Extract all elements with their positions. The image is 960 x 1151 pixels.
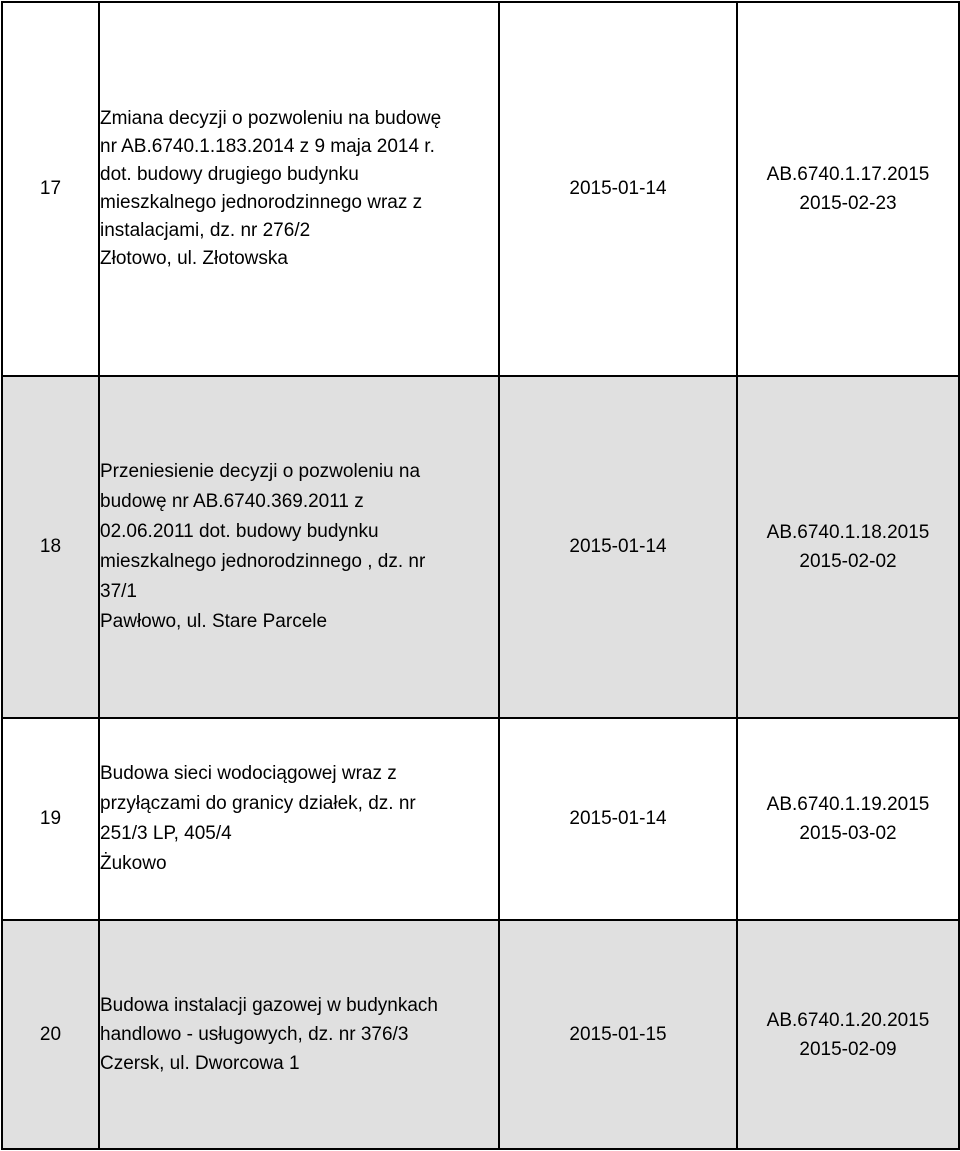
- row-reference-date: 2015-02-23: [799, 193, 897, 214]
- row-description: [99, 718, 499, 920]
- description-line: 251/3 LP, 405/4: [100, 823, 232, 844]
- description-line: Budowa instalacji gazowej w budynkach: [100, 995, 438, 1016]
- row-number: 18: [2, 376, 99, 718]
- description-line: mieszkalnego jednorodzinnego , dz. nr: [100, 551, 426, 572]
- row-date: 2015-01-15: [499, 920, 737, 1149]
- row-reference-cell: [737, 920, 959, 1149]
- row-number: 19: [2, 718, 99, 920]
- row-reference-date: 2015-02-09: [799, 1038, 897, 1060]
- description-line: przyłączami do granicy działek, dz. nr: [100, 793, 416, 814]
- row-reference-date: 2015-02-02: [799, 551, 897, 572]
- table-row: [2, 376, 959, 718]
- description-line: dot. budowy drugiego budynku: [100, 164, 359, 185]
- row-number: 17: [2, 2, 99, 376]
- row-reference-date: 2015-03-02: [799, 823, 897, 844]
- row-reference-cell: [737, 2, 959, 376]
- row-description: [99, 2, 499, 376]
- description-line: Pawłowo, ul. Stare Parcele: [100, 611, 328, 632]
- description-line: nr AB.6740.1.183.2014 z 9 maja 2014 r.: [100, 136, 435, 157]
- description-line: 37/1: [100, 581, 137, 602]
- description-line: Zmiana decyzji o pozwoleniu na budowę: [100, 108, 442, 129]
- description-line: Złotowo, ul. Złotowska: [100, 248, 288, 269]
- row-reference: AB.6740.1.20.2015: [766, 1009, 930, 1031]
- row-reference: AB.6740.1.18.2015: [766, 522, 930, 543]
- table-row: [2, 2, 959, 376]
- row-date: 2015-01-14: [499, 718, 737, 920]
- row-number: 20: [2, 920, 99, 1149]
- description-line: Budowa sieci wodociągowej wraz z: [100, 763, 397, 784]
- description-line: mieszkalnego jednorodzinnego wraz z: [100, 192, 423, 213]
- register-table: [1, 1, 960, 1150]
- description-line: instalacjami, dz. nr 276/2: [100, 220, 311, 241]
- description-line: handlowo - usługowych, dz. nr 376/3: [100, 1024, 409, 1045]
- description-line: budowę nr AB.6740.369.2011 z: [100, 491, 364, 512]
- row-description: [99, 376, 499, 718]
- row-date: 2015-01-14: [499, 2, 737, 376]
- description-line: Przeniesienie decyzji o pozwoleniu na: [100, 461, 421, 482]
- row-reference-cell: [737, 376, 959, 718]
- description-line: 02.06.2011 dot. budowy budynku: [100, 521, 379, 542]
- description-line: Czersk, ul. Dworcowa 1: [100, 1053, 300, 1074]
- row-description: [99, 920, 499, 1149]
- row-reference-cell: [737, 718, 959, 920]
- row-reference: AB.6740.1.17.2015: [766, 164, 930, 185]
- table-row: [2, 920, 959, 1149]
- row-reference: AB.6740.1.19.2015: [766, 794, 930, 815]
- description-line: Żukowo: [100, 853, 167, 874]
- table-row: [2, 718, 959, 920]
- row-date: 2015-01-14: [499, 376, 737, 718]
